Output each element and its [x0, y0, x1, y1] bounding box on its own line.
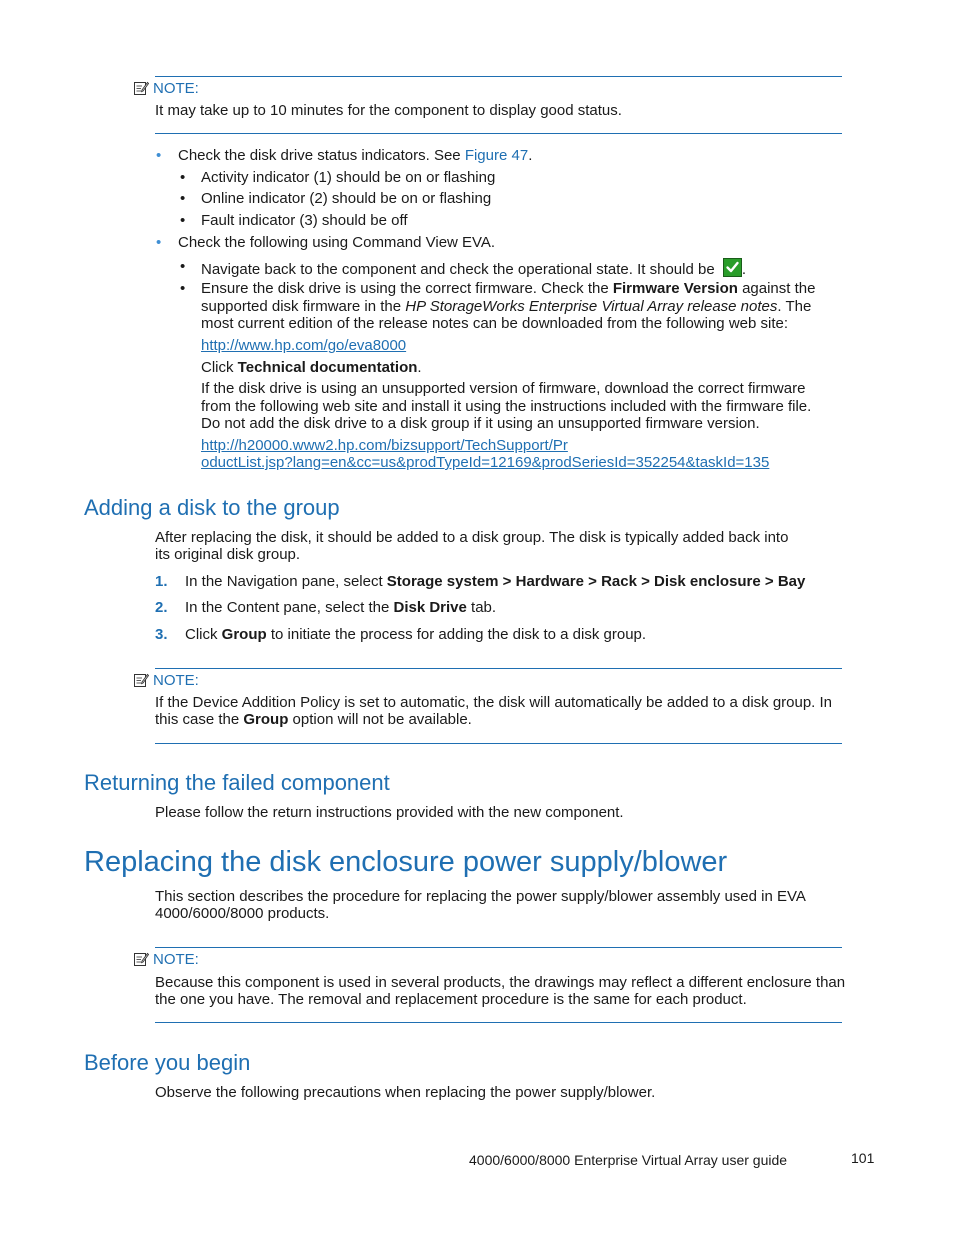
note-bottom-rule — [155, 133, 842, 134]
step-number: 2. — [155, 599, 168, 616]
note-text: the one you have. The removal and replacement procedure is the same for each product. — [155, 991, 747, 1008]
note-bottom-rule — [155, 1022, 842, 1023]
bullet-marker: • — [156, 234, 162, 251]
note-text: this case the Group option will not be available. — [155, 711, 472, 728]
page-number: 101 — [851, 1150, 875, 1166]
chapter-heading-replacing: Replacing the disk enclosure power supply/blower — [84, 846, 728, 878]
list-item-continuation: Do not add the disk drive to a disk group if it using an unsupported firmware version. — [201, 415, 760, 432]
step-text: In the Navigation pane, select Storage system > Hardware > Rack > Disk enclosure > Bay — [185, 573, 806, 590]
list-item: Online indicator (2) should be on or flashing — [201, 190, 492, 207]
note-heading — [133, 79, 199, 97]
firmware-url-link-line2[interactable]: oductList.jsp?lang=en&cc=us&prodTypeId=12169&prodSeriesId=352254&taskId=135 — [201, 454, 770, 471]
paragraph: 4000/6000/8000 products. — [155, 905, 330, 922]
green-check-icon — [723, 258, 742, 277]
step-text: In the Content pane, select the Disk Drive tab. — [185, 599, 497, 616]
paragraph: After replacing the disk, it should be added to a disk group. The disk is typically added back into — [155, 529, 789, 546]
paragraph: This section describes the procedure for replacing the power supply/blower assembly used in EVA — [155, 888, 806, 905]
note-bottom-rule — [155, 743, 842, 744]
note-text: It may take up to 10 minutes for the component to display good status. — [155, 102, 622, 119]
section-heading-returning: Returning the failed component — [84, 770, 390, 795]
note-text: Because this component is used in several products, the drawings may reflect a different enclosure than — [155, 974, 846, 991]
footer-guide-title: 4000/6000/8000 Enterprise Virtual Array user guide — [469, 1152, 788, 1168]
eva8000-url-link[interactable]: http://www.hp.com/go/eva8000 — [201, 337, 407, 354]
note-heading — [133, 950, 199, 968]
list-item: Navigate back to the component and check the operational state. It should be . — [201, 258, 746, 278]
note-label: NOTE: — [153, 671, 199, 689]
note-label: NOTE: — [153, 950, 199, 968]
list-item: Fault indicator (3) should be off — [201, 212, 408, 229]
list-item-continuation: If the disk drive is using an unsupported version of firmware, download the correct firmware — [201, 380, 806, 397]
list-item: Check the disk drive status indicators. See Figure 47. — [178, 147, 533, 164]
note-pencil-icon — [133, 80, 149, 96]
note-heading — [133, 671, 199, 689]
step-number: 1. — [155, 573, 168, 590]
bullet-marker: • — [180, 280, 186, 297]
bullet-marker: • — [156, 147, 162, 164]
note-top-rule — [155, 947, 842, 948]
list-item: Ensure the disk drive is using the correct firmware. Check the Firmware Version against the — [201, 280, 816, 297]
list-item-continuation: most current edition of the release notes can be downloaded from the following web site: — [201, 315, 789, 332]
step-number: 3. — [155, 626, 168, 643]
note-label: NOTE: — [153, 79, 199, 97]
list-item: Check the following using Command View EVA. — [178, 234, 496, 251]
paragraph: Please follow the return instructions provided with the new component. — [155, 804, 624, 821]
bullet-marker: • — [180, 212, 186, 229]
bullet-marker: • — [180, 190, 186, 207]
bullet-marker: • — [180, 258, 186, 275]
note-pencil-icon — [133, 672, 149, 688]
note-top-rule — [155, 76, 842, 77]
figure-47-link[interactable]: Figure 47 — [464, 147, 529, 164]
paragraph: its original disk group. — [155, 546, 301, 563]
section-heading-before: Before you begin — [84, 1050, 251, 1075]
note-text: If the Device Addition Policy is set to automatic, the disk will automatically be added to a disk group. In — [155, 694, 833, 711]
step-text: Click Group to initiate the process for adding the disk to a disk group. — [185, 626, 647, 643]
note-pencil-icon — [133, 951, 149, 967]
firmware-url-link-line1[interactable]: http://h20000.www2.hp.com/bizsupport/TechSupport/Pr — [201, 437, 568, 454]
bullet-marker: • — [180, 169, 186, 186]
list-item-continuation: from the following web site and install it using the instructions included with the firmware file. — [201, 398, 812, 415]
note-top-rule — [155, 668, 842, 669]
section-heading-adding-disk: Adding a disk to the group — [84, 495, 340, 520]
list-item: Activity indicator (1) should be on or flashing — [201, 169, 496, 186]
list-item-continuation: Click Technical documentation. — [201, 359, 422, 376]
list-item-continuation: supported disk firmware in the HP StorageWorks Enterprise Virtual Array release notes. The — [201, 298, 812, 315]
paragraph: Observe the following precautions when replacing the power supply/blower. — [155, 1084, 656, 1101]
